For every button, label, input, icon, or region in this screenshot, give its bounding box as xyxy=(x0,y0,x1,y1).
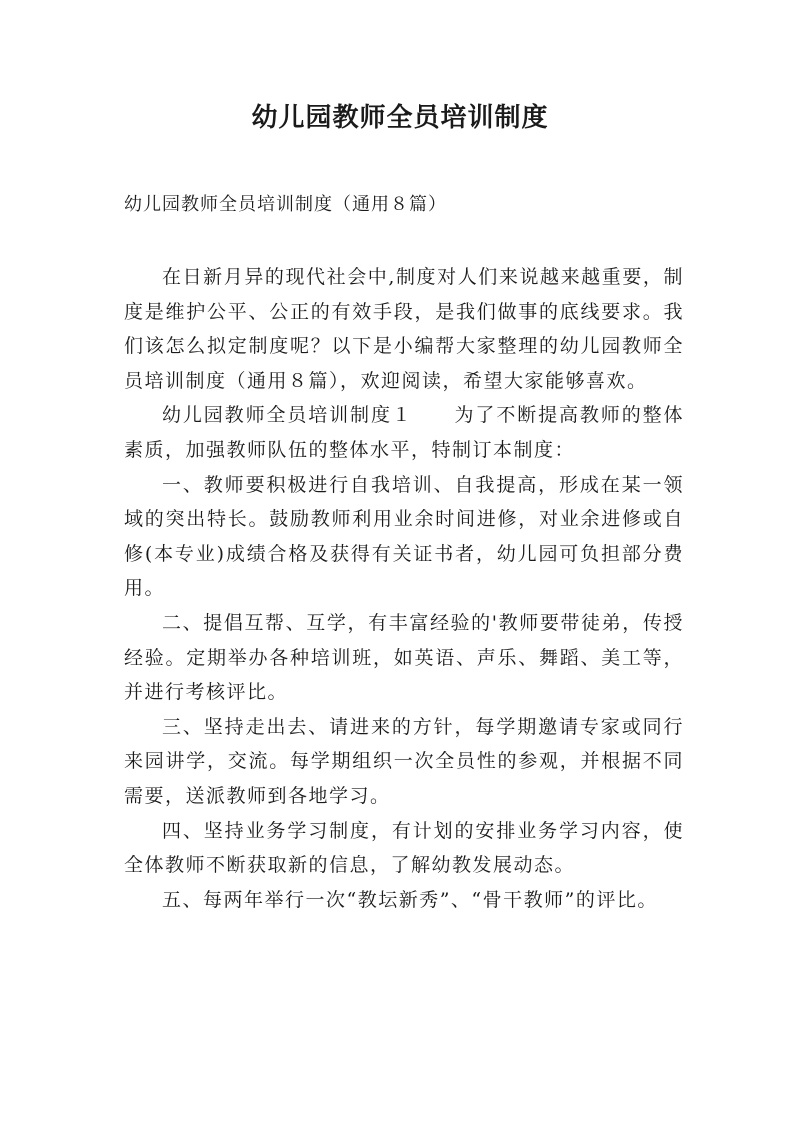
item-3-paragraph: 三、坚持走出去、请进来的方针，每学期邀请专家或同行来园讲学，交流。每学期组织一次全员性的参观，并根据不同需要，送派教师到各地学习。 xyxy=(124,715,684,807)
item-5-paragraph: 五、每两年举行一次“教坛新秀”、“骨干教师”的评比。 xyxy=(162,888,658,911)
item-1-paragraph: 一、教师要积极进行自我培训、自我提高，形成在某一领域的突出特长。鼓励教师利用业余时间进修，对业余进修或自修(本专业)成绩合格及获得有关证书者，幼儿园可负担部分费用。 xyxy=(124,473,684,600)
item-2-paragraph: 二、提倡互帮、互学，有丰富经验的'教师要带徒弟，传授经验。定期举办各种培训班，如英语、声乐、舞蹈、美工等，并进行考核评比。 xyxy=(124,611,684,704)
document-title: 幼儿园教师全员培训制度 xyxy=(251,103,549,133)
item-4-paragraph: 四、坚持业务学习制度，有计划的安排业务学习内容，使全体教师不断获取新的信息，了解幼教发展动态。 xyxy=(124,819,684,877)
document-body xyxy=(124,260,684,917)
intro-paragraph: 在日新月异的现代社会中,制度对人们来说越来越重要，制度是维护公平、公正的有效手段，是我们做事的底线要求。我们该怎么拟定制度呢？以下是小编帮大家整理的幼儿园教师全员培训制度（通用８篇），欢迎阅读，希望大家能够喜欢。 xyxy=(124,266,684,392)
section-1-intro-paragraph: 幼儿园教师全员培训制度１ 为了不断提高教师的整体素质，加强教师队伍的整体水平，特制订本制度： xyxy=(124,404,684,461)
document-subtitle: 幼儿园教师全员培训制度（通用８篇） xyxy=(124,194,447,215)
